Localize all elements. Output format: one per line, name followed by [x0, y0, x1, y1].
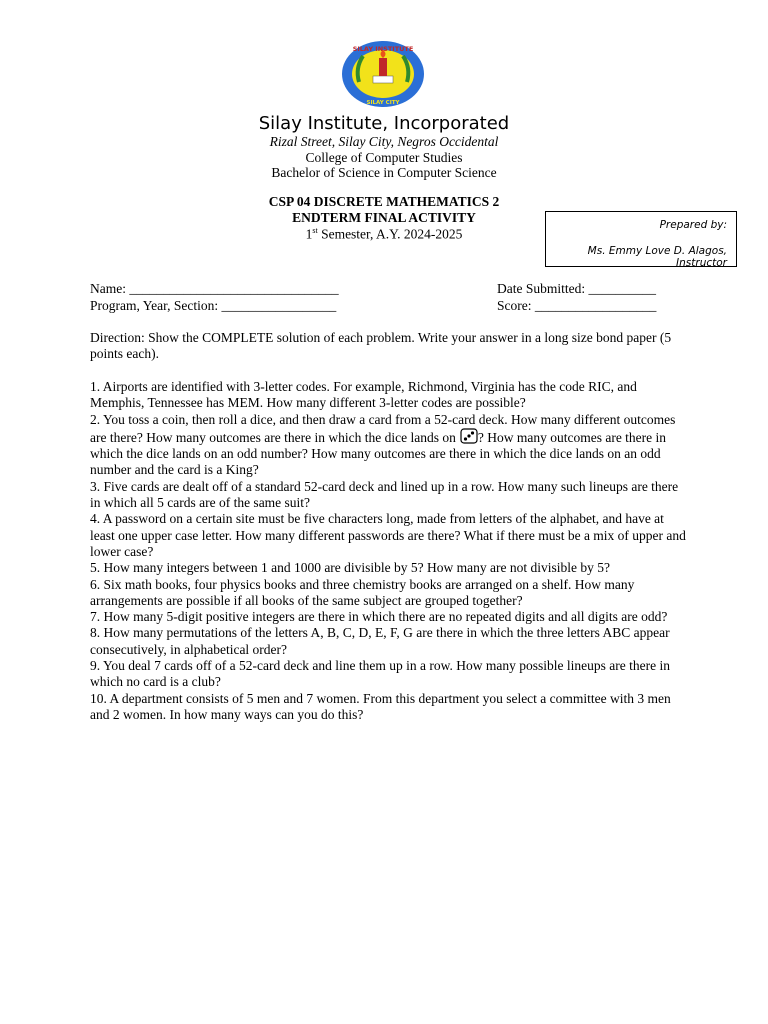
college-name: College of Computer Studies	[305, 150, 463, 165]
dice-three-icon	[460, 428, 478, 444]
course-title: CSP 04 DISCRETE MATHEMATICS 2	[268, 194, 500, 209]
question-6: 6. Six math books, four physics books and three chemistry books are arranged on a shelf. How many arrangements are possible if all books of the same subject are grouped together?	[90, 576, 635, 608]
degree-program: Bachelor of Science in Computer Science	[271, 165, 497, 180]
semester-number: 1	[305, 226, 313, 242]
seal-bottom-text: SILAY CITY	[366, 100, 400, 106]
question-7: 7. How many 5-digit positive integers are there in which there are no repeated digits and all digits are odd?	[90, 609, 668, 625]
question-list	[90, 379, 690, 723]
semester-text: Semester, A.Y. 2024-2025	[317, 226, 463, 242]
question-1: 1. Airports are identified with 3-letter codes. For example, Richmond, Virginia has the code RIC, and Memphis, Tennessee has MEM. How many different 3-letter codes are possible?	[90, 379, 637, 411]
question-8: 8. How many permutations of the letters A, B, C, D, E, F, G are there in which the three letters ABC appear consecutively, in alphabetical order?	[90, 625, 670, 657]
silay-institute-seal-logo	[341, 40, 425, 108]
semester-ordinal: st	[312, 226, 318, 235]
program-year-section-field[interactable]: Program, Year, Section: _________________	[90, 298, 337, 313]
directions: Direction: Show the COMPLETE solution of each problem. Write your answer in a long size bond paper (5 points each).	[90, 330, 672, 362]
activity-title: ENDTERM FINAL ACTIVITY	[292, 210, 476, 225]
question-9: 9. You deal 7 cards off of a 52-card deck and line them up in a row. How many possible lineups are there in which no card is a club?	[90, 658, 670, 690]
question-2-part-a: 2. You toss a coin, then roll a dice, and then draw a card from a 52-card deck. How many different outcomes are there? How many outcomes are there in which the dice lands on	[90, 411, 676, 445]
instructor-role: Instructor	[676, 257, 727, 267]
question-2-part-b: ? How many outcomes are there in which the dice lands on an odd number? How many outcomes are there in which the dice lands on an odd number and the card is a King?	[90, 429, 667, 478]
prepared-by-label: Prepared by:	[659, 219, 727, 231]
question-3: 3. Five cards are dealt off of a standard 52-card deck and lined up in a row. How many such lineups are there in which all 5 cards are of the same suit?	[90, 478, 679, 511]
question-4: 4. A password on a certain site must be five characters long, made from letters of the alphabet, and have at least one upper case letter. How many different passwords are there? What if there must be a mix of upper and lower case?	[90, 511, 686, 559]
institution-address: Rizal Street, Silay City, Negros Occidental	[269, 134, 499, 149]
score-field[interactable]: Score: __________________	[497, 298, 657, 313]
name-field[interactable]: Name: _______________________________	[90, 281, 339, 296]
question-10: 10. A department consists of 5 men and 7 women. From this department you select a committee with 3 men and 2 women. In how many ways can you do this?	[90, 690, 671, 722]
question-2	[90, 412, 690, 479]
institution-name: Silay Institute, Incorporated	[258, 113, 510, 134]
date-submitted-field[interactable]: Date Submitted: __________	[497, 281, 656, 296]
instructor-name: Ms. Emmy Love D. Alagos,	[587, 245, 727, 257]
question-5: 5. How many integers between 1 and 1000 are divisible by 5? How many are not divisible by 5?	[90, 560, 611, 576]
prepared-by-box	[545, 211, 737, 267]
seal-top-text: SILAY INSTITUTE	[352, 45, 414, 53]
